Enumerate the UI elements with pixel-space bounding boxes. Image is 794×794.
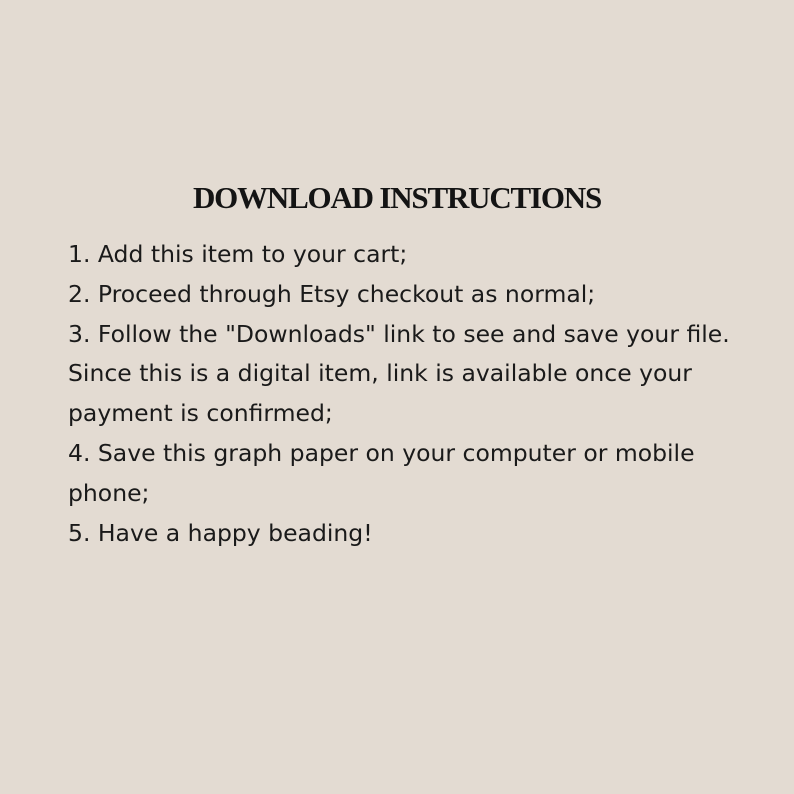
instruction-step-2: 2. Proceed through Etsy checkout as normal; [68,279,596,308]
page-title: DOWNLOAD INSTRUCTIONS [192,180,601,215]
instruction-list [68,235,758,553]
instruction-step-5: 5. Have a happy beading! [68,518,373,547]
instruction-step-3: 3. Follow the "Downloads" link to see and save your file. Since this is a digital item, link is available once your payment is confirmed; [68,319,730,428]
instruction-step-1: 1. Add this item to your cart; [68,240,408,268]
instruction-step-4: 4. Save this graph paper on your computer or mobile phone; [68,438,695,507]
